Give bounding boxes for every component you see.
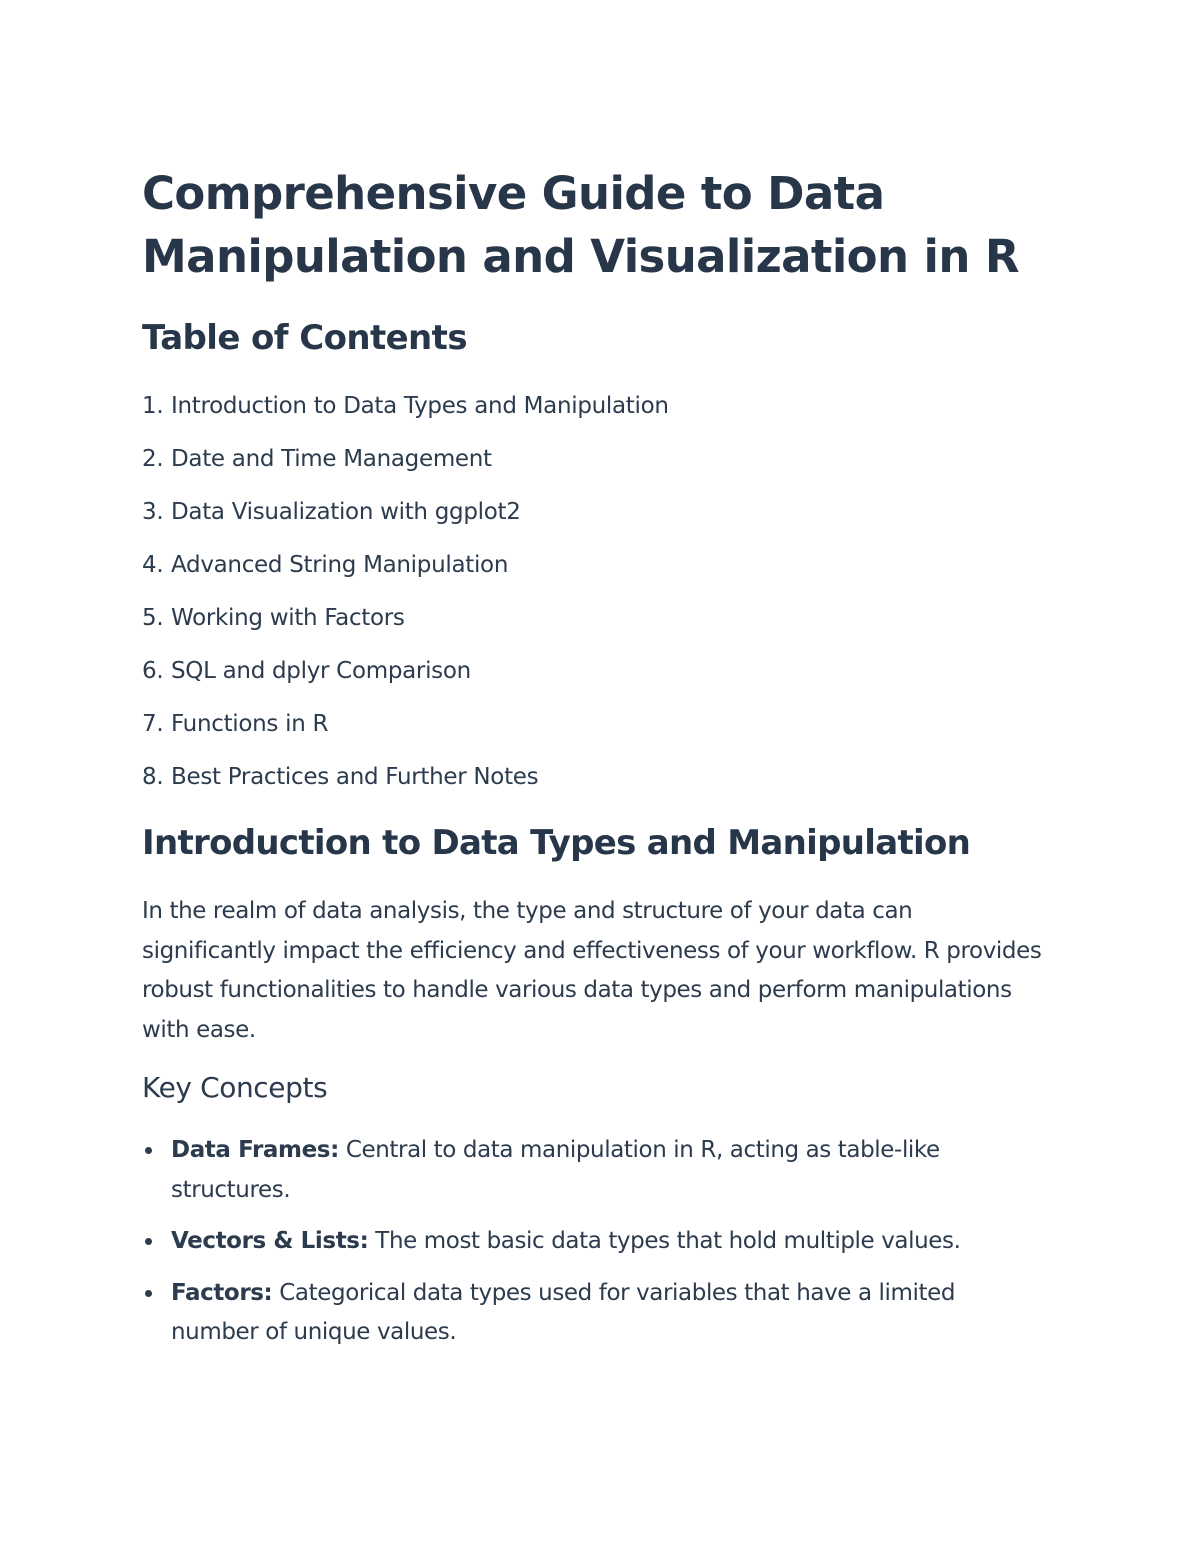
section-heading: Introduction to Data Types and Manipulation xyxy=(142,823,971,863)
toc-item-label: Best Practices and Further Notes xyxy=(171,764,539,790)
toc-item xyxy=(142,650,669,703)
toc-item xyxy=(142,703,669,756)
toc-item xyxy=(142,756,669,809)
toc-item-number: 7. xyxy=(142,711,164,737)
toc-item-number: 1. xyxy=(142,393,164,419)
toc-item xyxy=(142,597,669,650)
table-of-contents xyxy=(142,385,669,809)
toc-item xyxy=(142,491,669,544)
toc-item xyxy=(142,544,669,597)
toc-item-number: 2. xyxy=(142,446,164,472)
concept-description: Categorical data types used for variables that have a limited number of unique values. xyxy=(171,1279,956,1345)
toc-item-number: 6. xyxy=(142,658,164,684)
toc-item xyxy=(142,438,669,491)
toc-item-label: Working with Factors xyxy=(171,605,405,631)
list-item xyxy=(142,1131,1042,1210)
toc-item-label: SQL and dplyr Comparison xyxy=(171,658,471,684)
concept-term: Data Frames: xyxy=(171,1137,339,1163)
toc-item-number: 3. xyxy=(142,499,164,525)
bullet-icon xyxy=(145,1238,152,1245)
concept-term: Factors: xyxy=(171,1279,273,1306)
toc-item-label: Data Visualization with ggplot2 xyxy=(171,499,521,525)
toc-item xyxy=(142,385,669,438)
toc-heading: Table of Contents xyxy=(142,318,467,358)
bullet-icon xyxy=(145,1147,152,1154)
concept-description: Central to data manipulation in R, acting as table-like structures. xyxy=(171,1137,940,1203)
toc-item-number: 5. xyxy=(142,605,164,631)
intro-paragraph: In the realm of data analysis, the type and structure of your data can significantly impact the efficiency and effectiveness of your workflow. R provides robust functionalities to handle various data types and perform manipulations with ease. xyxy=(142,898,1042,1043)
toc-item-label: Introduction to Data Types and Manipulation xyxy=(171,393,669,419)
toc-item-number: 4. xyxy=(142,552,164,578)
toc-item-label: Functions in R xyxy=(171,711,329,737)
concept-term: Vectors & Lists: xyxy=(171,1228,369,1254)
key-concepts-heading: Key Concepts xyxy=(142,1071,328,1104)
toc-item-label: Advanced String Manipulation xyxy=(171,552,509,578)
toc-item-label: Date and Time Management xyxy=(171,446,492,472)
toc-item-number: 8. xyxy=(142,764,164,790)
concept-description: The most basic data types that hold multiple values. xyxy=(368,1228,961,1254)
page-title: Comprehensive Guide to Data Manipulation and Visualization in R xyxy=(142,167,1019,283)
bullet-icon xyxy=(145,1290,152,1297)
key-concepts-list xyxy=(142,1131,1042,1365)
list-item xyxy=(142,1222,1042,1262)
list-item xyxy=(142,1274,1042,1353)
